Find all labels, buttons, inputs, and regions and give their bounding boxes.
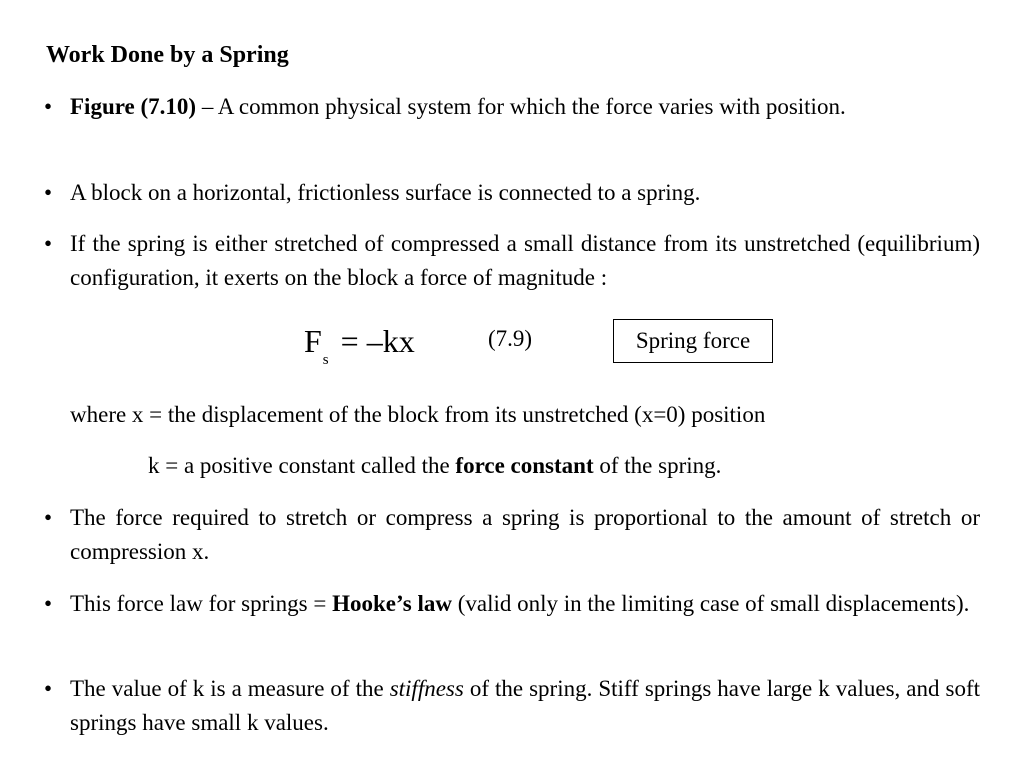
bullet-marker: • xyxy=(44,231,53,256)
bullet-text: A block on a horizontal, frictionless surface is connected to a spring. xyxy=(70,180,701,205)
bullet-marker: • xyxy=(44,94,53,119)
bullet-marker: • xyxy=(44,180,53,205)
bullet-text: This force law for springs = Hooke’s law (valid only in the limiting case of small displacements). xyxy=(70,591,970,616)
bullet-text: The force required to stretch or compress a spring is proportional to the amount of stretch or compression x. xyxy=(70,505,980,564)
bullet-marker: • xyxy=(44,505,53,530)
bullet-figure-reference xyxy=(44,90,980,124)
spring-force-label-box: Spring force xyxy=(613,319,773,363)
bullet-block-description xyxy=(44,176,980,210)
bullet-text: Figure (7.10) – A common physical system for which the force varies with position. xyxy=(70,94,846,119)
equation-subscript: s xyxy=(322,352,329,368)
equation-number: (7.9) xyxy=(488,326,533,351)
hookes-law-term: Hooke’s law xyxy=(332,591,452,616)
slide-title: Work Done by a Spring xyxy=(46,42,289,68)
bullet-spring-force xyxy=(44,227,980,295)
bullet-text: If the spring is either stretched of compressed a small distance from its unstretched (equilibrium) configuration, it exerts on the block a force of magnitude : xyxy=(70,231,980,290)
bullet-text: The value of k is a measure of the stiffness of the spring. Stiff springs have large k values, and soft springs have small k values. xyxy=(70,676,980,735)
bullet-marker: • xyxy=(44,676,53,701)
figure-reference: Figure (7.10) xyxy=(70,94,197,119)
bullet-hookes-law xyxy=(44,587,980,621)
equation-lhs: F xyxy=(304,323,322,359)
bullet-proportional-force xyxy=(44,501,980,569)
bullet-stiffness xyxy=(44,672,980,740)
force-constant-term: force constant xyxy=(455,453,594,478)
force-constant-line: k = a positive constant called the force constant of the spring. xyxy=(148,453,722,478)
equation-rhs: = –kx xyxy=(340,323,415,359)
where-displacement-line: where x = the displacement of the block from its unstretched (x=0) position xyxy=(70,402,766,427)
stiffness-term: stiffness xyxy=(389,676,464,701)
bullet-marker: • xyxy=(44,591,53,616)
spring-force-equation xyxy=(304,321,415,368)
